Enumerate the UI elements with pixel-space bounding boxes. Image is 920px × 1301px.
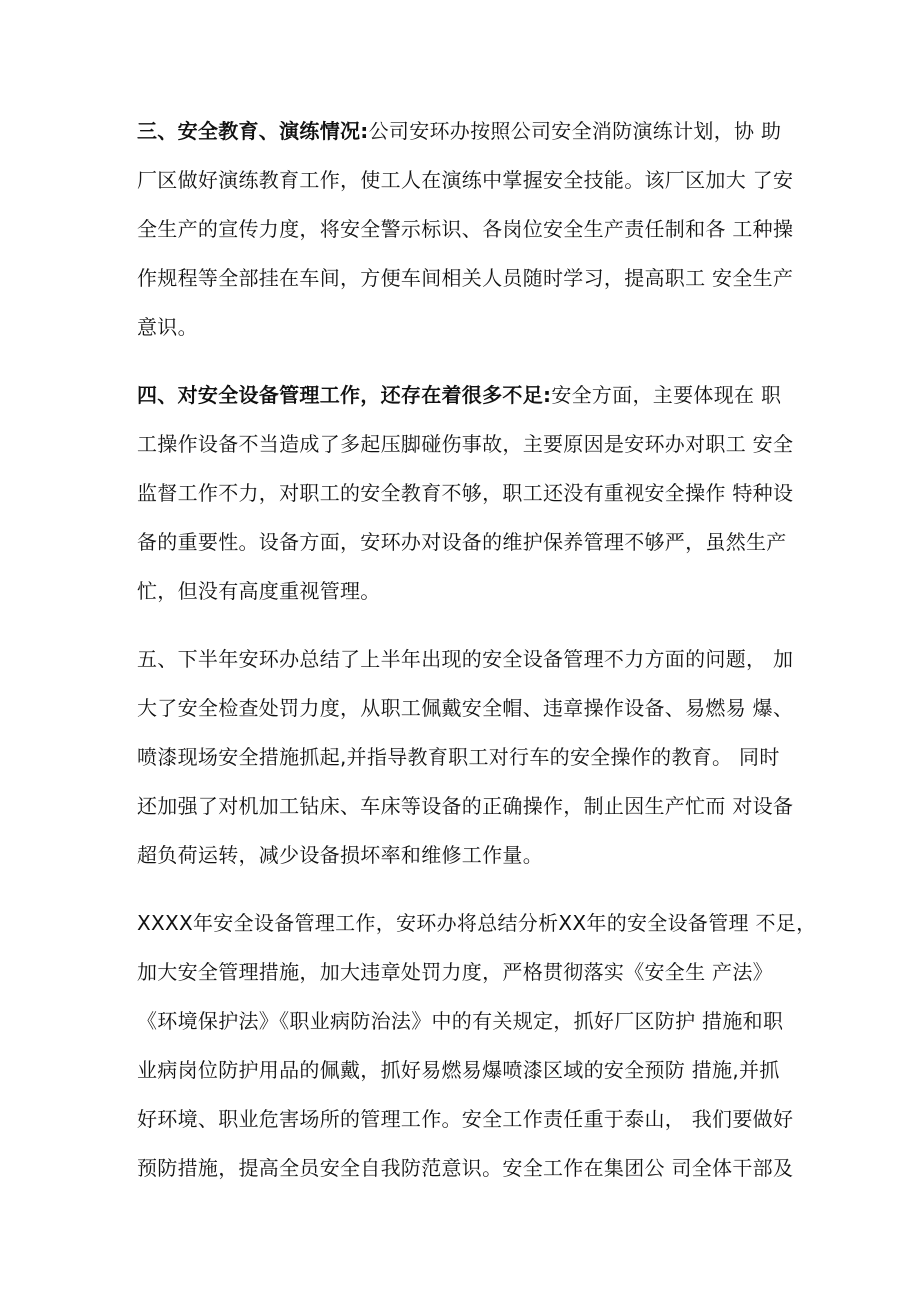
text-line (137, 303, 797, 352)
text-line (137, 156, 797, 205)
line-text: 喷漆现场安全措施抓起,并指导教育职工对行车的安全操作的教育。 同时 (137, 745, 780, 769)
text-line (137, 997, 797, 1046)
line-text: 厂区做好演练教育工作，使工人在演练中掌握安全技能。该厂区加大 了安 (137, 168, 794, 192)
text-line (137, 1144, 797, 1193)
text-line (137, 469, 797, 518)
line-text: 忙，但没有高度重视管理。 (137, 579, 381, 603)
text-line (137, 107, 797, 156)
text-line (137, 371, 797, 420)
text-line (137, 948, 797, 997)
section-heading: 三、安全教育、演练情况: (137, 119, 369, 143)
text-line (137, 635, 797, 684)
paragraph-shortcomings (137, 371, 797, 616)
text-line (137, 420, 797, 469)
text-line (137, 831, 797, 880)
line-text: 预防措施，提高全员安全自我防范意识。安全工作在集团公 司全体干部及 (137, 1156, 794, 1180)
line-text: 好环境、职业危害场所的管理工作。安全工作责任重于泰山， 我们要做好 (137, 1107, 794, 1131)
line-text: 安全方面，主要体现在 职 (551, 383, 782, 407)
text-line (137, 205, 797, 254)
line-text: 公司安环办按照公司安全消防演练计划，协 助 (368, 119, 782, 143)
paragraph-next-year-plan (137, 899, 817, 1193)
line-text: 大了安全检查处罚力度，从职工佩戴安全帽、违章操作设备、易燃易 爆、 (137, 696, 794, 720)
line-text: 五、下半年安环办总结了上半年出现的安全设备管理不力方面的问题， 加 (137, 647, 794, 671)
line-text: 备的重要性。设备方面，安环办对设备的维护保养管理不够严，虽然生产 (137, 530, 787, 554)
line-text: 加大安全管理措施，加大违章处罚力度，严格贯彻落实《安全生 产法》 (137, 960, 773, 984)
text-line (137, 1095, 797, 1144)
text-line (137, 518, 797, 567)
line-text: 意识。 (137, 315, 198, 339)
paragraph-second-half-summary (137, 635, 797, 880)
line-text: XXXX年安全设备管理工作，安环办将总结分析XX年的安全设备管理 不足， (137, 911, 817, 935)
line-text: 还加强了对机加工钻床、车床等设备的正确操作，制止因生产忙而 对设备 (137, 794, 794, 818)
line-text: 全生产的宣传力度，将安全警示标识、各岗位安全生产责任制和各 工种操 (137, 217, 794, 241)
text-line (137, 254, 797, 303)
text-line (137, 782, 797, 831)
line-text: 《环境保护法》《职业病防治法》中的有关规定，抓好厂区防护 措施和职 (137, 1009, 784, 1033)
line-text: 超负荷运转，减少设备损坏率和维修工作量。 (137, 843, 543, 867)
text-line (137, 899, 817, 948)
text-line (137, 684, 797, 733)
text-line (137, 567, 797, 616)
line-text: 业病岗位防护用品的佩戴，抓好易燃易爆喷漆区域的安全预防 措施,并抓 (137, 1058, 780, 1082)
text-line (137, 733, 797, 782)
line-text: 作规程等全部挂在车间，方便车间相关人员随时学习，提高职工 安全生产 (137, 266, 794, 290)
paragraph-safety-education (137, 107, 797, 352)
line-text: 监督工作不力，对职工的安全教育不够，职工还没有重视安全操作 特种设 (137, 481, 794, 505)
text-line (137, 1046, 797, 1095)
line-text: 工操作设备不当造成了多起压脚碰伤事故，主要原因是安环办对职工 安全 (137, 432, 794, 456)
section-heading: 四、对安全设备管理工作，还存在着很多不足: (137, 383, 552, 407)
